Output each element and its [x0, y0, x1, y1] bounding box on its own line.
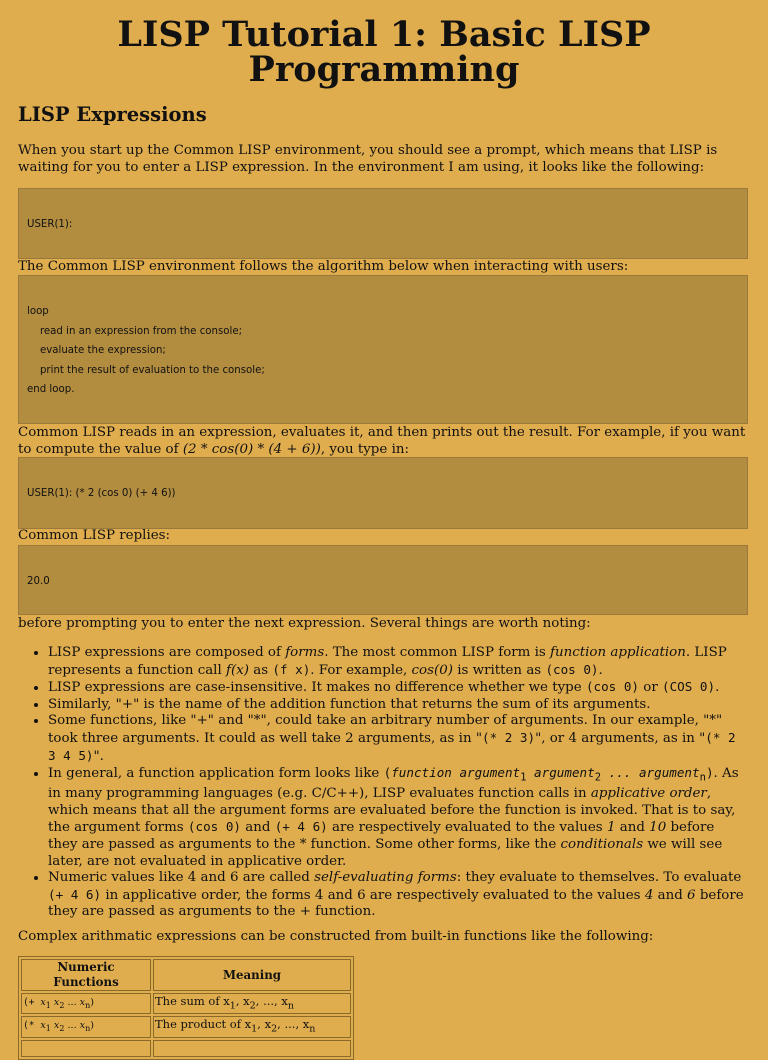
table-row — [21, 993, 351, 1014]
code-line: end loop. — [27, 384, 75, 395]
code-block-example — [18, 457, 748, 529]
notes-list — [18, 645, 748, 921]
math-expression: (2 * cos(0) * (4 + 6)) — [182, 441, 321, 457]
code-line: print the result of evaluation to the console; — [27, 364, 265, 376]
replies-paragraph: Common LISP replies: — [18, 528, 171, 543]
intro-paragraph: When you start up the Common LISP environment, you should see a prompt, which means that LISP is waiting for you to enter a LISP expression. In the environment I am using, it looks like the following: — [18, 143, 718, 175]
code-block-reply — [18, 545, 748, 615]
table-cell: (* $x_1$ $x_2$ ... $x_n$) — [21, 1016, 151, 1037]
list-item: • LISP expressions are case-insensitive. It makes no difference whether we type (cos 0) or (COS 0). — [48, 679, 748, 697]
complex-paragraph: Complex arithmatic expressions can be constructed from built-in functions like the following: — [18, 929, 654, 944]
text-run: Common LISP reads in an expression, evaluates it, and then prints out the result. For example, if you want to compute the value of — [18, 425, 746, 457]
table-cell — [153, 1040, 351, 1057]
page-title — [18, 0, 750, 90]
code-block-prompt — [18, 188, 748, 259]
list-item: • Numeric values like 4 and 6 are called self-evaluating forms: they evaluate to themselves. To evaluate (+ 4 6) in applicative order, the forms 4 and 6 are respectively evaluated to the values 4 and 6 before they are passed as arguments to the + function. — [48, 870, 748, 921]
table-header: Meaning — [153, 959, 351, 991]
table-header-row — [21, 959, 351, 991]
noting-paragraph: before prompting you to enter the next expression. Several things are worth noting: — [18, 616, 591, 631]
reads-paragraph — [18, 425, 748, 458]
algorithm-paragraph: The Common LISP environment follows the algorithm below when interacting with users: — [18, 259, 629, 274]
code-block-algorithm — [18, 275, 748, 424]
code-line: USER(1): — [27, 219, 73, 230]
list-item: • Some functions, like "+" and "*", could take an arbitrary number of arguments. In our example, "*" took three arguments. It could as well take 2 arguments, as in "(* 2 3)", or 4 arguments, as in "(* 2 3 4 5)". — [48, 713, 748, 765]
table-cell — [21, 1040, 151, 1057]
table-cell: The sum of $x_1$, $x_2$, ..., $x_n$ — [153, 993, 351, 1014]
list-item: • LISP expressions are composed of forms. The most common LISP form is function application. LISP represents a function call f(x) as (f x). For example, cos(0) is written as (cos 0). — [48, 645, 748, 679]
table-header: Numeric Functions — [21, 959, 151, 991]
code-line: loop — [27, 306, 49, 317]
title-line-1: LISP Tutorial 1: Basic LISP — [117, 14, 651, 55]
table-cell: The product of $x_1$, $x_2$, ..., $x_n$ — [153, 1016, 351, 1037]
code-line: 20.0 — [27, 576, 50, 587]
functions-table — [18, 956, 354, 1060]
table-cell: (+ $x_1$ $x_2$ ... $x_n$) — [21, 993, 151, 1014]
table-row — [21, 1016, 351, 1037]
text-run: , you type in: — [320, 441, 409, 457]
section-heading: LISP Expressions — [18, 103, 207, 126]
table-row — [21, 1040, 351, 1057]
list-item: • In general, a function application form looks like (function argument$_1$ argument$_2$ ... argument$_n$). As in many programming languages (e.g. C/C++), LISP evaluates function calls in applicative order, which means that all the argument forms are evaluated before the function is invoked. That is to say, the argument forms (cos 0) and (+ 4 6) are respectively evaluated to the values 1 and 10 before they are passed as arguments to the * function. Some other forms, like the conditionals we will see later, are not evaluated in applicative order. — [48, 765, 748, 870]
title-line-2: Programming — [248, 49, 520, 90]
list-item: • Similarly, "+" is the name of the addition function that returns the sum of its arguments. — [48, 697, 748, 714]
code-line: USER(1): (* 2 (cos 0) (+ 4 6)) — [27, 488, 176, 499]
code-line: read in an expression from the console; — [27, 325, 243, 337]
code-line: evaluate the expression; — [27, 345, 166, 356]
